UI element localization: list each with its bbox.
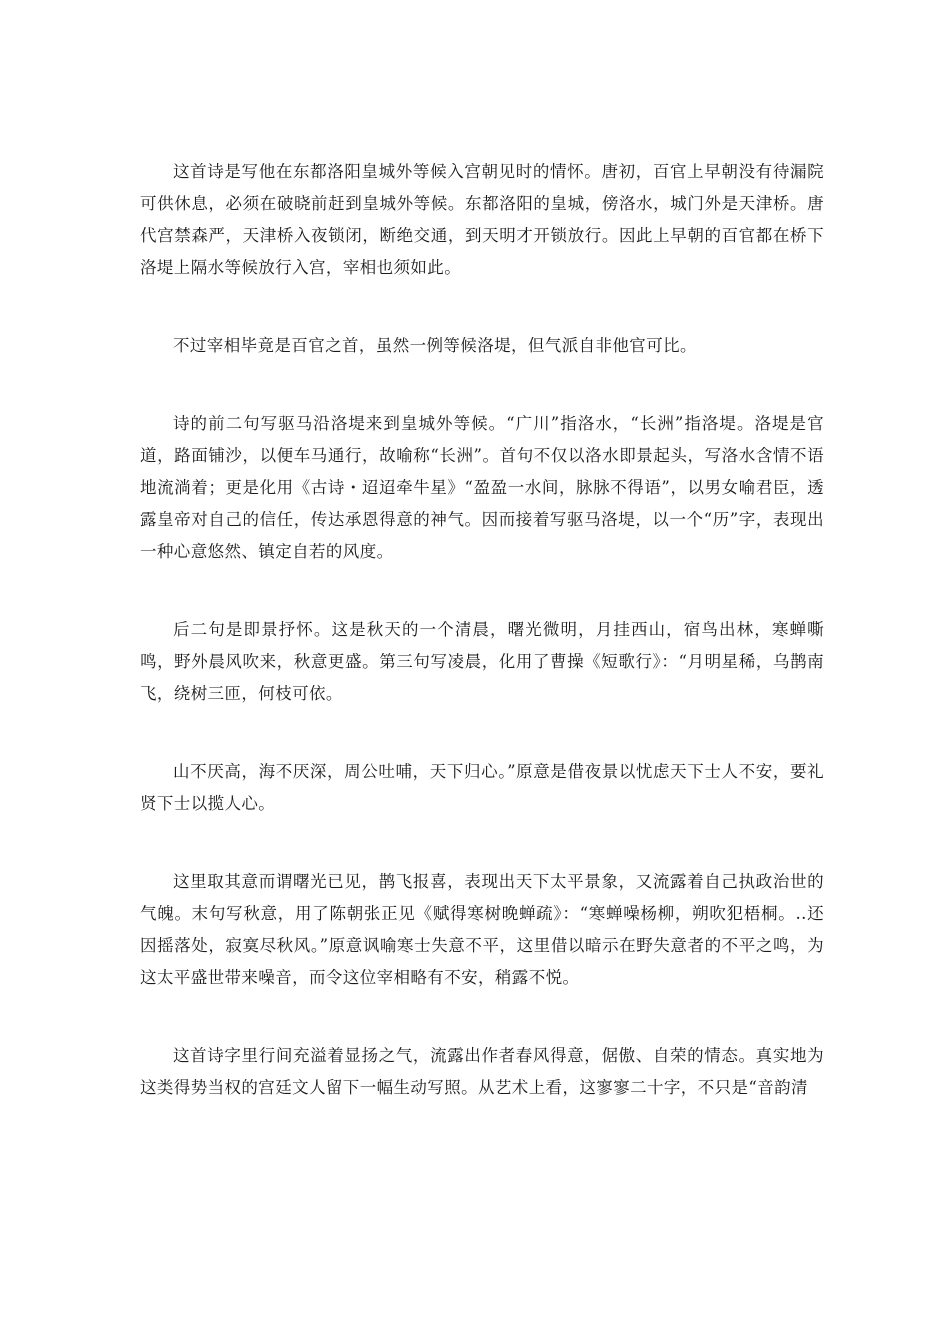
paragraph-2: 不过宰相毕竟是百官之首，虽然一例等候洛堤，但气派自非他官可比。 <box>173 336 697 355</box>
paragraph-7: 这首诗字里行间充溢着显扬之气，流露出作者春风得意，倨傲、自荣的情态。真实地为这类得势当权的宫廷文人留下一幅生动写照。从艺术上看，这寥寥二十字，不只是“音韵清 <box>140 1046 824 1097</box>
paragraph-6: 这里取其意而谓曙光已见，鹊飞报喜，表现出天下太平景象，又流露着自己执政治世的气魄。末句写秋意，用了陈朝张正见《赋得寒树晚蝉疏》：“寒蝉噪杨柳，朔吹犯梧桐。..还因摇落处，寂寞尽秋风。”原意讽喻寒士失意不平，这里借以暗示在野失意者的不平之鸣，为这太平盛世带来噪音，而令这位宰相略有不安，稍露不悦。 <box>140 872 824 987</box>
paragraph-4: 后二句是即景抒怀。这是秋天的一个清晨，曙光微明，月挂西山，宿鸟出林，寒蝉嘶鸣，野外晨风吹来，秋意更盛。第三句写凌晨，化用了曹操《短歌行》：“月明星稀，乌鹊南飞，绕树三匝，何枝可依。 <box>140 620 824 703</box>
document-body <box>140 156 824 1104</box>
paragraph-1: 这首诗是写他在东都洛阳皇城外等候入宫朝见时的情怀。唐初，百官上早朝没有待漏院可供休息，必须在破晓前赶到皇城外等候。东都洛阳的皇城，傍洛水，城门外是天津桥。唐代宫禁森严，天津桥入夜锁闭，断绝交通，到天明才开锁放行。因此上早朝的百官都在桥下洛堤上隔水等候放行入宫，宰相也须如此。 <box>140 162 824 277</box>
paragraph-3: 诗的前二句写驱马沿洛堤来到皇城外等候。“广川”指洛水，“长洲”指洛堤。洛堤是官道，路面铺沙，以便车马通行，故喻称“长洲”。首句不仅以洛水即景起头，写洛水含情不语地流淌着；更是化用《古诗・迢迢牵牛星》“盈盈一水间，脉脉不得语”，以男女喻君臣，透露皇帝对自己的信任，传达承恩得意的神气。因而接着写驱马洛堤，以一个“历”字，表现出一种心意悠然、镇定自若的风度。 <box>140 414 824 561</box>
paragraph-5: 山不厌高，海不厌深，周公吐哺，天下归心。”原意是借夜景以忧虑天下士人不安，要礼贤下士以揽人心。 <box>140 762 824 813</box>
